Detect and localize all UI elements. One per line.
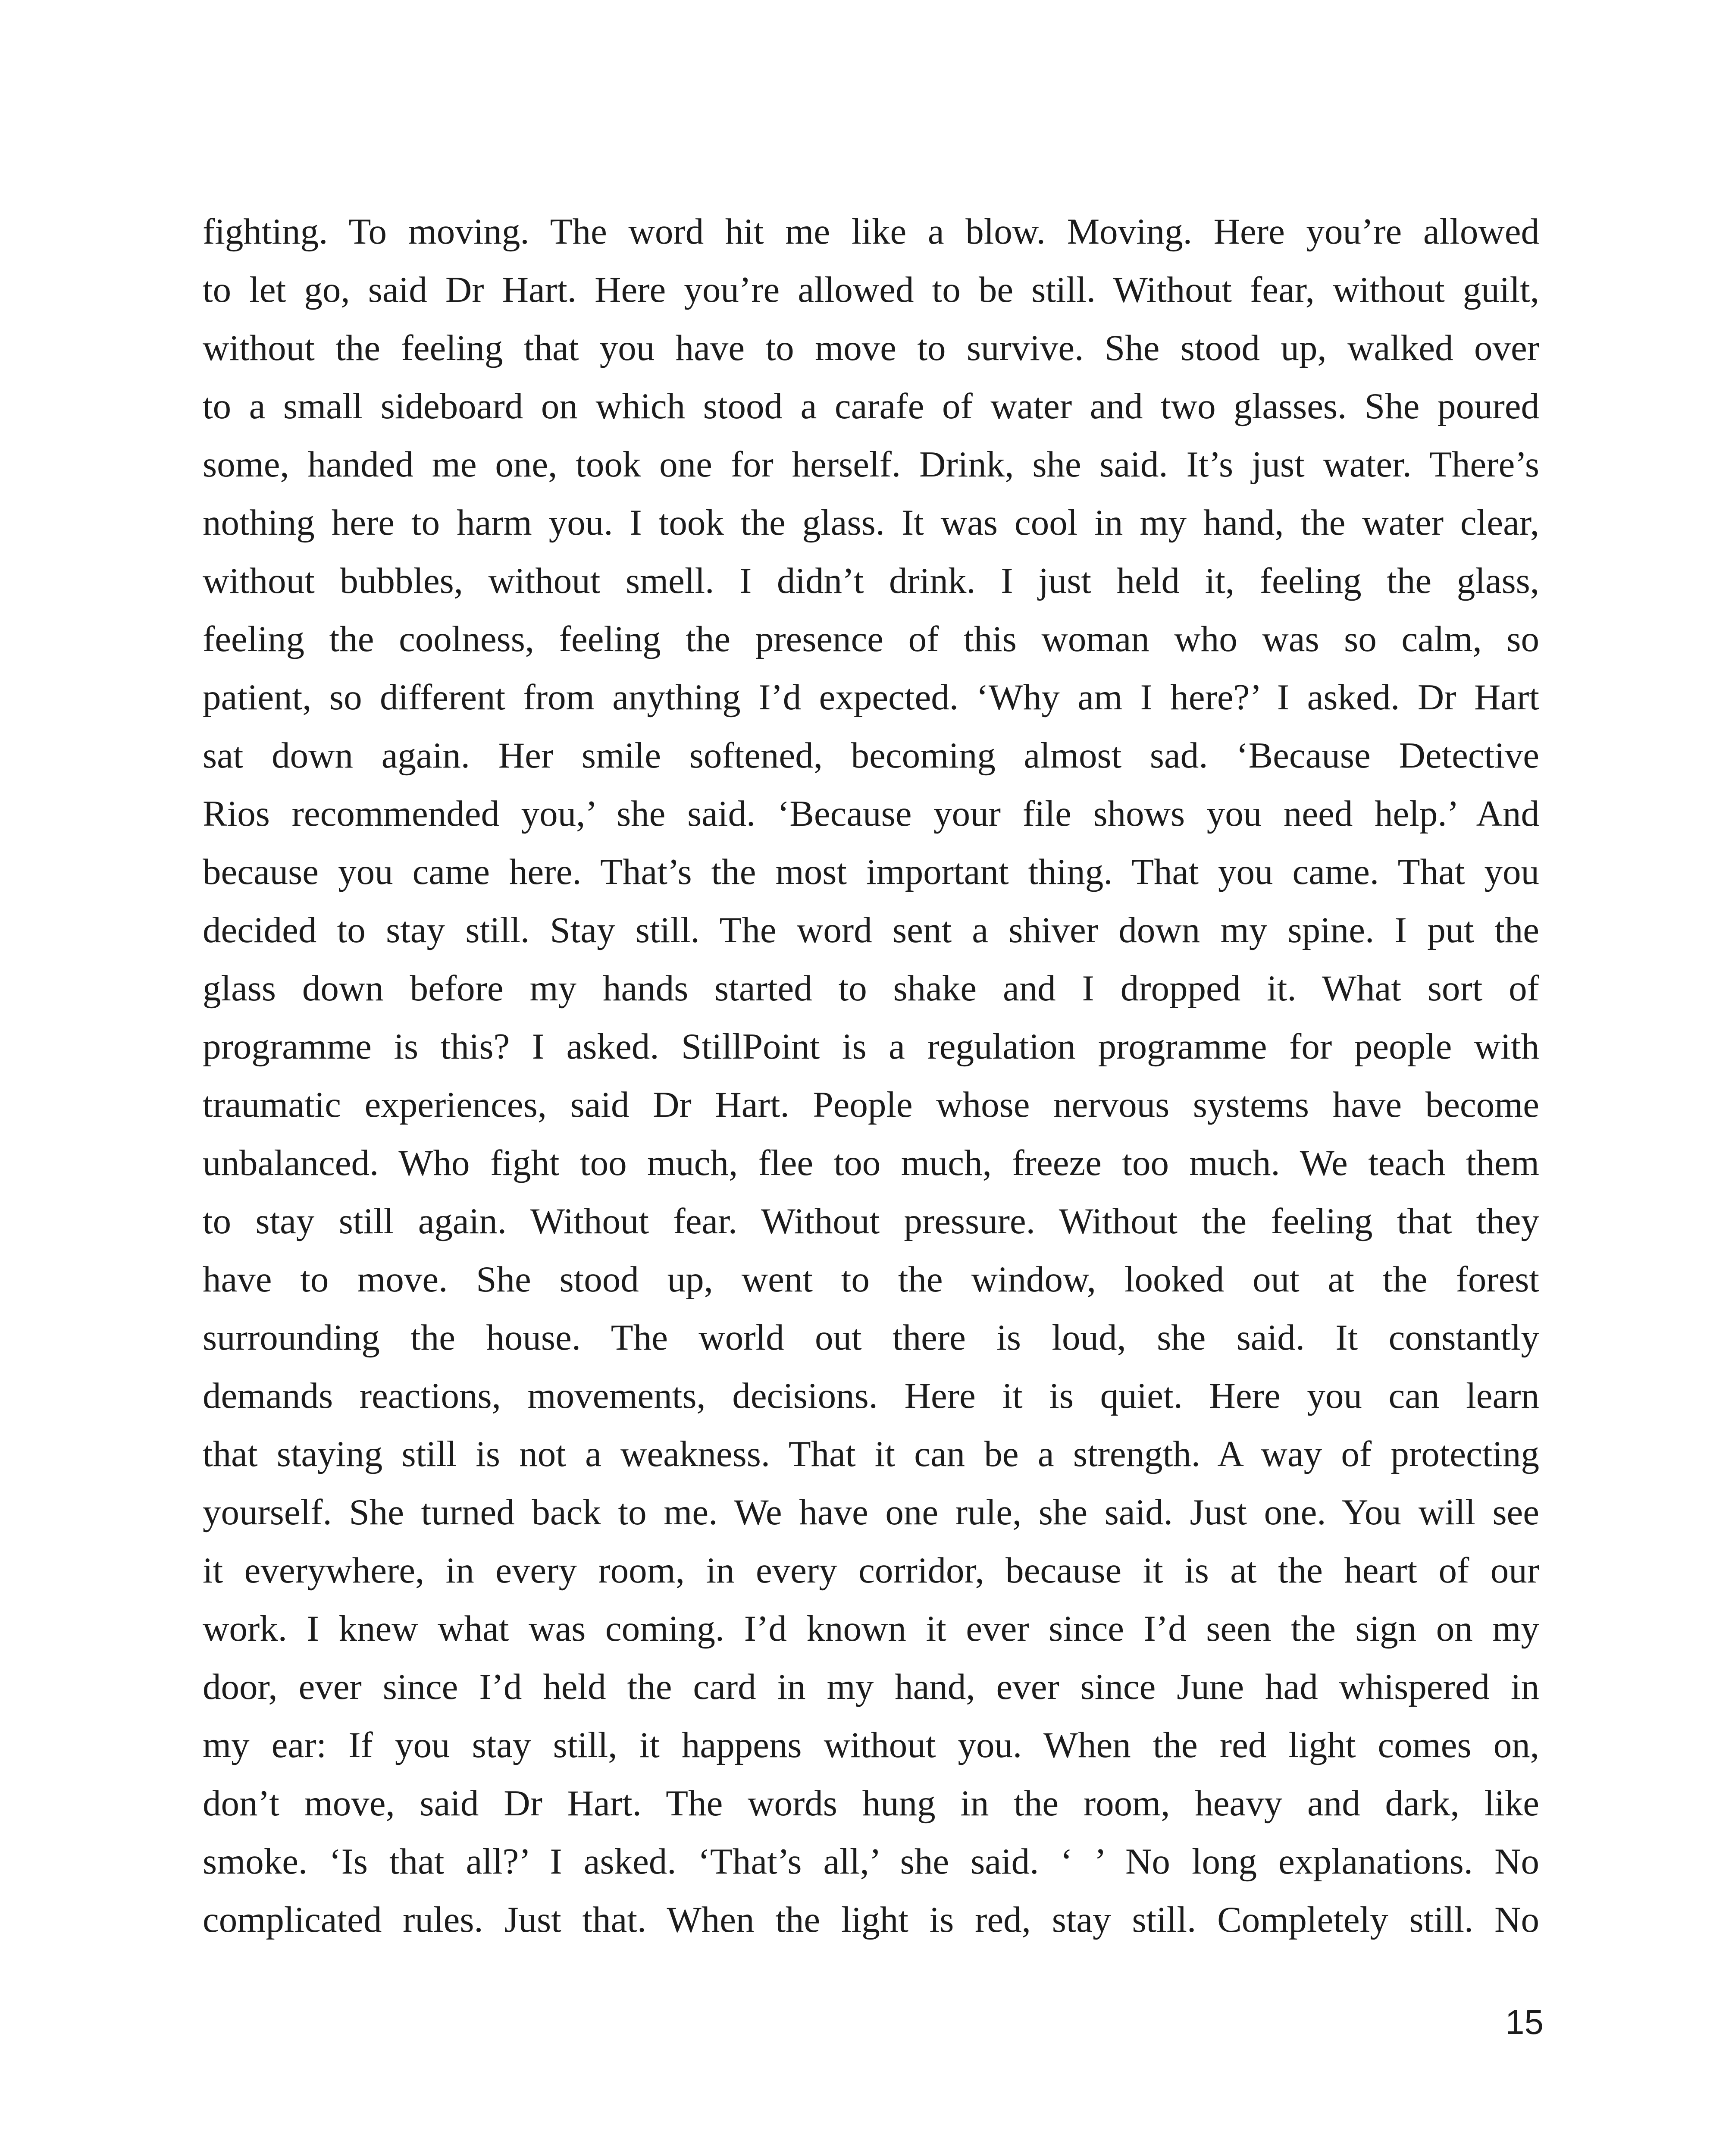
- text-line: some, handed me one, took one for herself. Drink, she said. It’s just water. There’s: [203, 444, 1539, 485]
- text-line: it everywhere, in every room, in every corridor, because it is at the heart of our: [203, 1550, 1539, 1591]
- text-line: yourself. She turned back to me. We have one rule, she said. Just one. You will see: [203, 1492, 1539, 1532]
- text-line: smoke. ‘Is that all?’ I asked. ‘That’s all,’ she said. ‘ ’ No long explanations. No: [203, 1841, 1539, 1882]
- text-line: unbalanced. Who fight too much, flee too much, freeze too much. We teach them: [203, 1143, 1539, 1183]
- text-line: decided to stay still. Stay still. The word sent a shiver down my spine. I put the: [203, 910, 1539, 950]
- text-line: have to move. She stood up, went to the window, looked out at the forest: [203, 1259, 1539, 1300]
- text-line: because you came here. That’s the most important thing. That you came. That you: [203, 852, 1539, 892]
- text-line: work. I knew what was coming. I’d known it ever since I’d seen the sign on my: [203, 1608, 1539, 1649]
- text-line: to a small sideboard on which stood a carafe of water and two glasses. She poured: [203, 386, 1539, 426]
- text-line: nothing here to harm you. I took the glass. It was cool in my hand, the water clear,: [203, 502, 1539, 543]
- text-line: Rios recommended you,’ she said. ‘Because your file shows you need help.’ And: [203, 793, 1539, 834]
- page-number: 15: [1505, 2003, 1544, 2041]
- text-line: complicated rules. Just that. When the light is red, stay still. Completely still. No: [203, 1899, 1539, 1940]
- text-line: to let go, said Dr Hart. Here you’re allowed to be still. Without fear, without guilt,: [203, 270, 1539, 310]
- text-line: demands reactions, movements, decisions. Here it is quiet. Here you can learn: [203, 1376, 1539, 1416]
- text-line: without the feeling that you have to move to survive. She stood up, walked over: [203, 328, 1539, 368]
- text-line: that staying still is not a weakness. That it can be a strength. A way of protecting: [203, 1434, 1539, 1474]
- body-text: [203, 203, 1539, 1949]
- text-line: programme is this? I asked. StillPoint is a regulation programme for people with: [203, 1026, 1539, 1067]
- text-line: without bubbles, without smell. I didn’t drink. I just held it, feeling the glass,: [203, 561, 1539, 601]
- text-line: fighting. To moving. The word hit me like a blow. Moving. Here you’re allowed: [203, 211, 1539, 252]
- text-line: door, ever since I’d held the card in my hand, ever since June had whispered in: [203, 1667, 1539, 1707]
- text-line: patient, so different from anything I’d expected. ‘Why am I here?’ I asked. Dr Hart: [203, 677, 1539, 718]
- text-line: don’t move, said Dr Hart. The words hung in the room, heavy and dark, like: [203, 1783, 1539, 1824]
- text-line: surrounding the house. The world out there is loud, she said. It constantly: [203, 1317, 1539, 1358]
- text-line: sat down again. Her smile softened, becoming almost sad. ‘Because Detective: [203, 735, 1539, 776]
- text-line: my ear: If you stay still, it happens without you. When the red light comes on,: [203, 1725, 1539, 1765]
- text-line: feeling the coolness, feeling the presence of this woman who was so calm, so: [203, 619, 1539, 659]
- text-line: traumatic experiences, said Dr Hart. People whose nervous systems have become: [203, 1084, 1539, 1125]
- text-line: glass down before my hands started to shake and I dropped it. What sort of: [203, 968, 1539, 1009]
- text-line: to stay still again. Without fear. Without pressure. Without the feeling that they: [203, 1201, 1539, 1241]
